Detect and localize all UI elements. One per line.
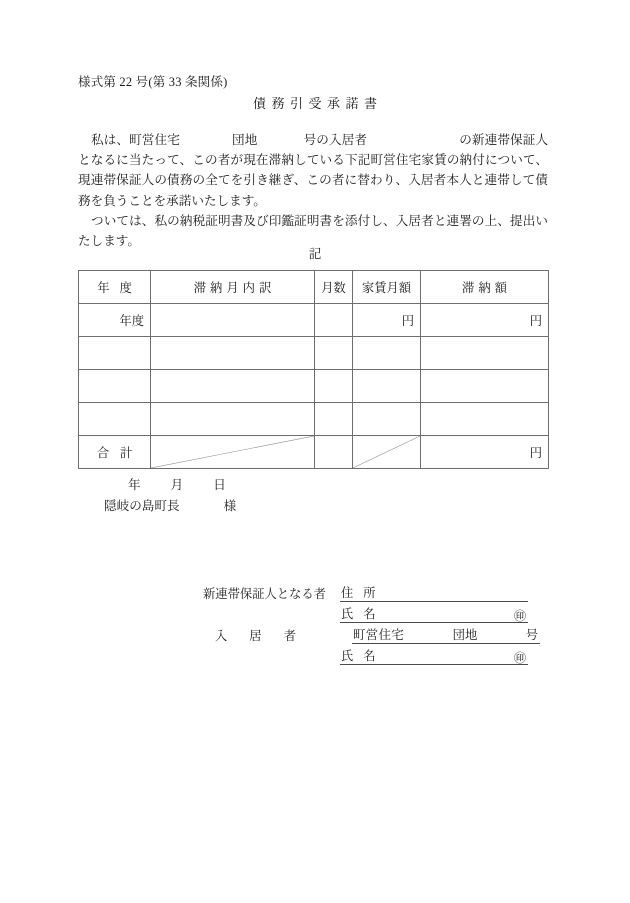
cell-rent[interactable]	[353, 370, 421, 403]
seal-icon: ㊞	[513, 651, 526, 665]
cell-detail[interactable]	[151, 403, 315, 436]
table-row	[79, 403, 549, 436]
date-year-label: 年	[128, 478, 141, 492]
guarantor-role-label: 新連帯保証人となる者	[203, 587, 326, 601]
table-row	[79, 370, 549, 403]
cell-months[interactable]	[315, 337, 353, 370]
cell-months[interactable]	[315, 304, 353, 337]
cell-total-rent-struck	[353, 436, 421, 469]
cell-total-arrears[interactable]: 円	[421, 436, 549, 469]
seal-icon: ㊞	[513, 609, 526, 623]
paragraph-one-part-b: 団地	[231, 133, 258, 147]
paragraph-one-part-d: の新連帯保証人となるに当たって、この者が現在滞納している下記町営住宅家賃の納付について、現連帯保証人の債務の全てを引き継ぎ、この者に替わり、入居者本人と連帯して債務を負うことを承諾いたします。	[78, 133, 549, 208]
signature-block	[203, 581, 540, 665]
guarantor-address-row	[203, 581, 540, 602]
cell-year[interactable]: 年度	[79, 304, 151, 337]
paragraph-one-part-c: 号の入居者	[303, 133, 368, 147]
cell-months[interactable]	[315, 370, 353, 403]
addressee-name: 隠岐の島町長	[104, 499, 180, 513]
paragraph-two: ついては、私の納税証明書及び印鑑証明書を添付し、入居者と連署の上、提出いたします。	[78, 213, 548, 249]
cell-total-label: 合計	[79, 436, 151, 469]
cell-total-detail-struck	[151, 436, 315, 469]
cell-rent[interactable]: 円	[353, 304, 421, 337]
resident-role-label: 入居者	[215, 629, 318, 643]
cell-arrears[interactable]	[421, 403, 549, 436]
cell-rent[interactable]	[353, 403, 421, 436]
ki-marker: 記	[308, 247, 322, 261]
resident-name-label: 氏名	[341, 649, 386, 663]
guarantor-name-label: 氏名	[341, 607, 386, 621]
table-row	[79, 337, 549, 370]
date-day-label: 日	[213, 478, 226, 492]
cell-year[interactable]	[79, 337, 151, 370]
arrears-table	[78, 270, 549, 469]
guarantor-address-label: 住所	[341, 586, 386, 600]
header-rent: 家賃月額	[353, 271, 421, 304]
paragraph-one-part-a: 私は、町営住宅	[91, 133, 180, 147]
addressee-honorific: 様	[223, 499, 237, 513]
paragraph-one	[78, 130, 548, 211]
resident-name-field[interactable]	[340, 647, 528, 665]
form-number: 様式第 22 号(第 33 条関係)	[78, 75, 228, 89]
date-line	[128, 474, 226, 493]
document-title: 債務引受承諾書	[252, 96, 383, 111]
guarantor-name-field[interactable]	[340, 605, 528, 623]
cell-arrears[interactable]	[421, 370, 549, 403]
header-months: 月数	[315, 271, 353, 304]
cell-year[interactable]	[79, 403, 151, 436]
resident-unit-label: 号	[525, 628, 538, 642]
header-detail: 滞納月内訳	[151, 271, 315, 304]
resident-name-row	[203, 644, 540, 665]
cell-arrears[interactable]: 円	[421, 304, 549, 337]
cell-detail[interactable]	[151, 337, 315, 370]
diagonal-strike-icon	[151, 436, 314, 468]
date-month-label: 月	[170, 478, 184, 492]
resident-housing-label: 町営住宅	[353, 628, 405, 642]
guarantor-name-row	[203, 602, 540, 623]
diagonal-strike-icon	[353, 436, 420, 468]
guarantor-address-field[interactable]	[340, 584, 528, 602]
cell-year[interactable]	[79, 370, 151, 403]
table-header-row	[79, 271, 549, 304]
cell-detail[interactable]	[151, 370, 315, 403]
addressee-line	[104, 495, 236, 514]
resident-estate-label: 団地	[452, 628, 478, 642]
table-total-row	[79, 436, 549, 469]
cell-months[interactable]	[315, 403, 353, 436]
header-arrears: 滞納額	[421, 271, 549, 304]
resident-housing-row	[203, 623, 540, 644]
header-year: 年度	[79, 271, 151, 304]
resident-housing-field[interactable]	[352, 626, 540, 644]
table-row	[79, 304, 549, 337]
body-text	[78, 130, 548, 251]
cell-total-months[interactable]	[315, 436, 353, 469]
cell-rent[interactable]	[353, 337, 421, 370]
cell-detail[interactable]	[151, 304, 315, 337]
cell-arrears[interactable]	[421, 337, 549, 370]
